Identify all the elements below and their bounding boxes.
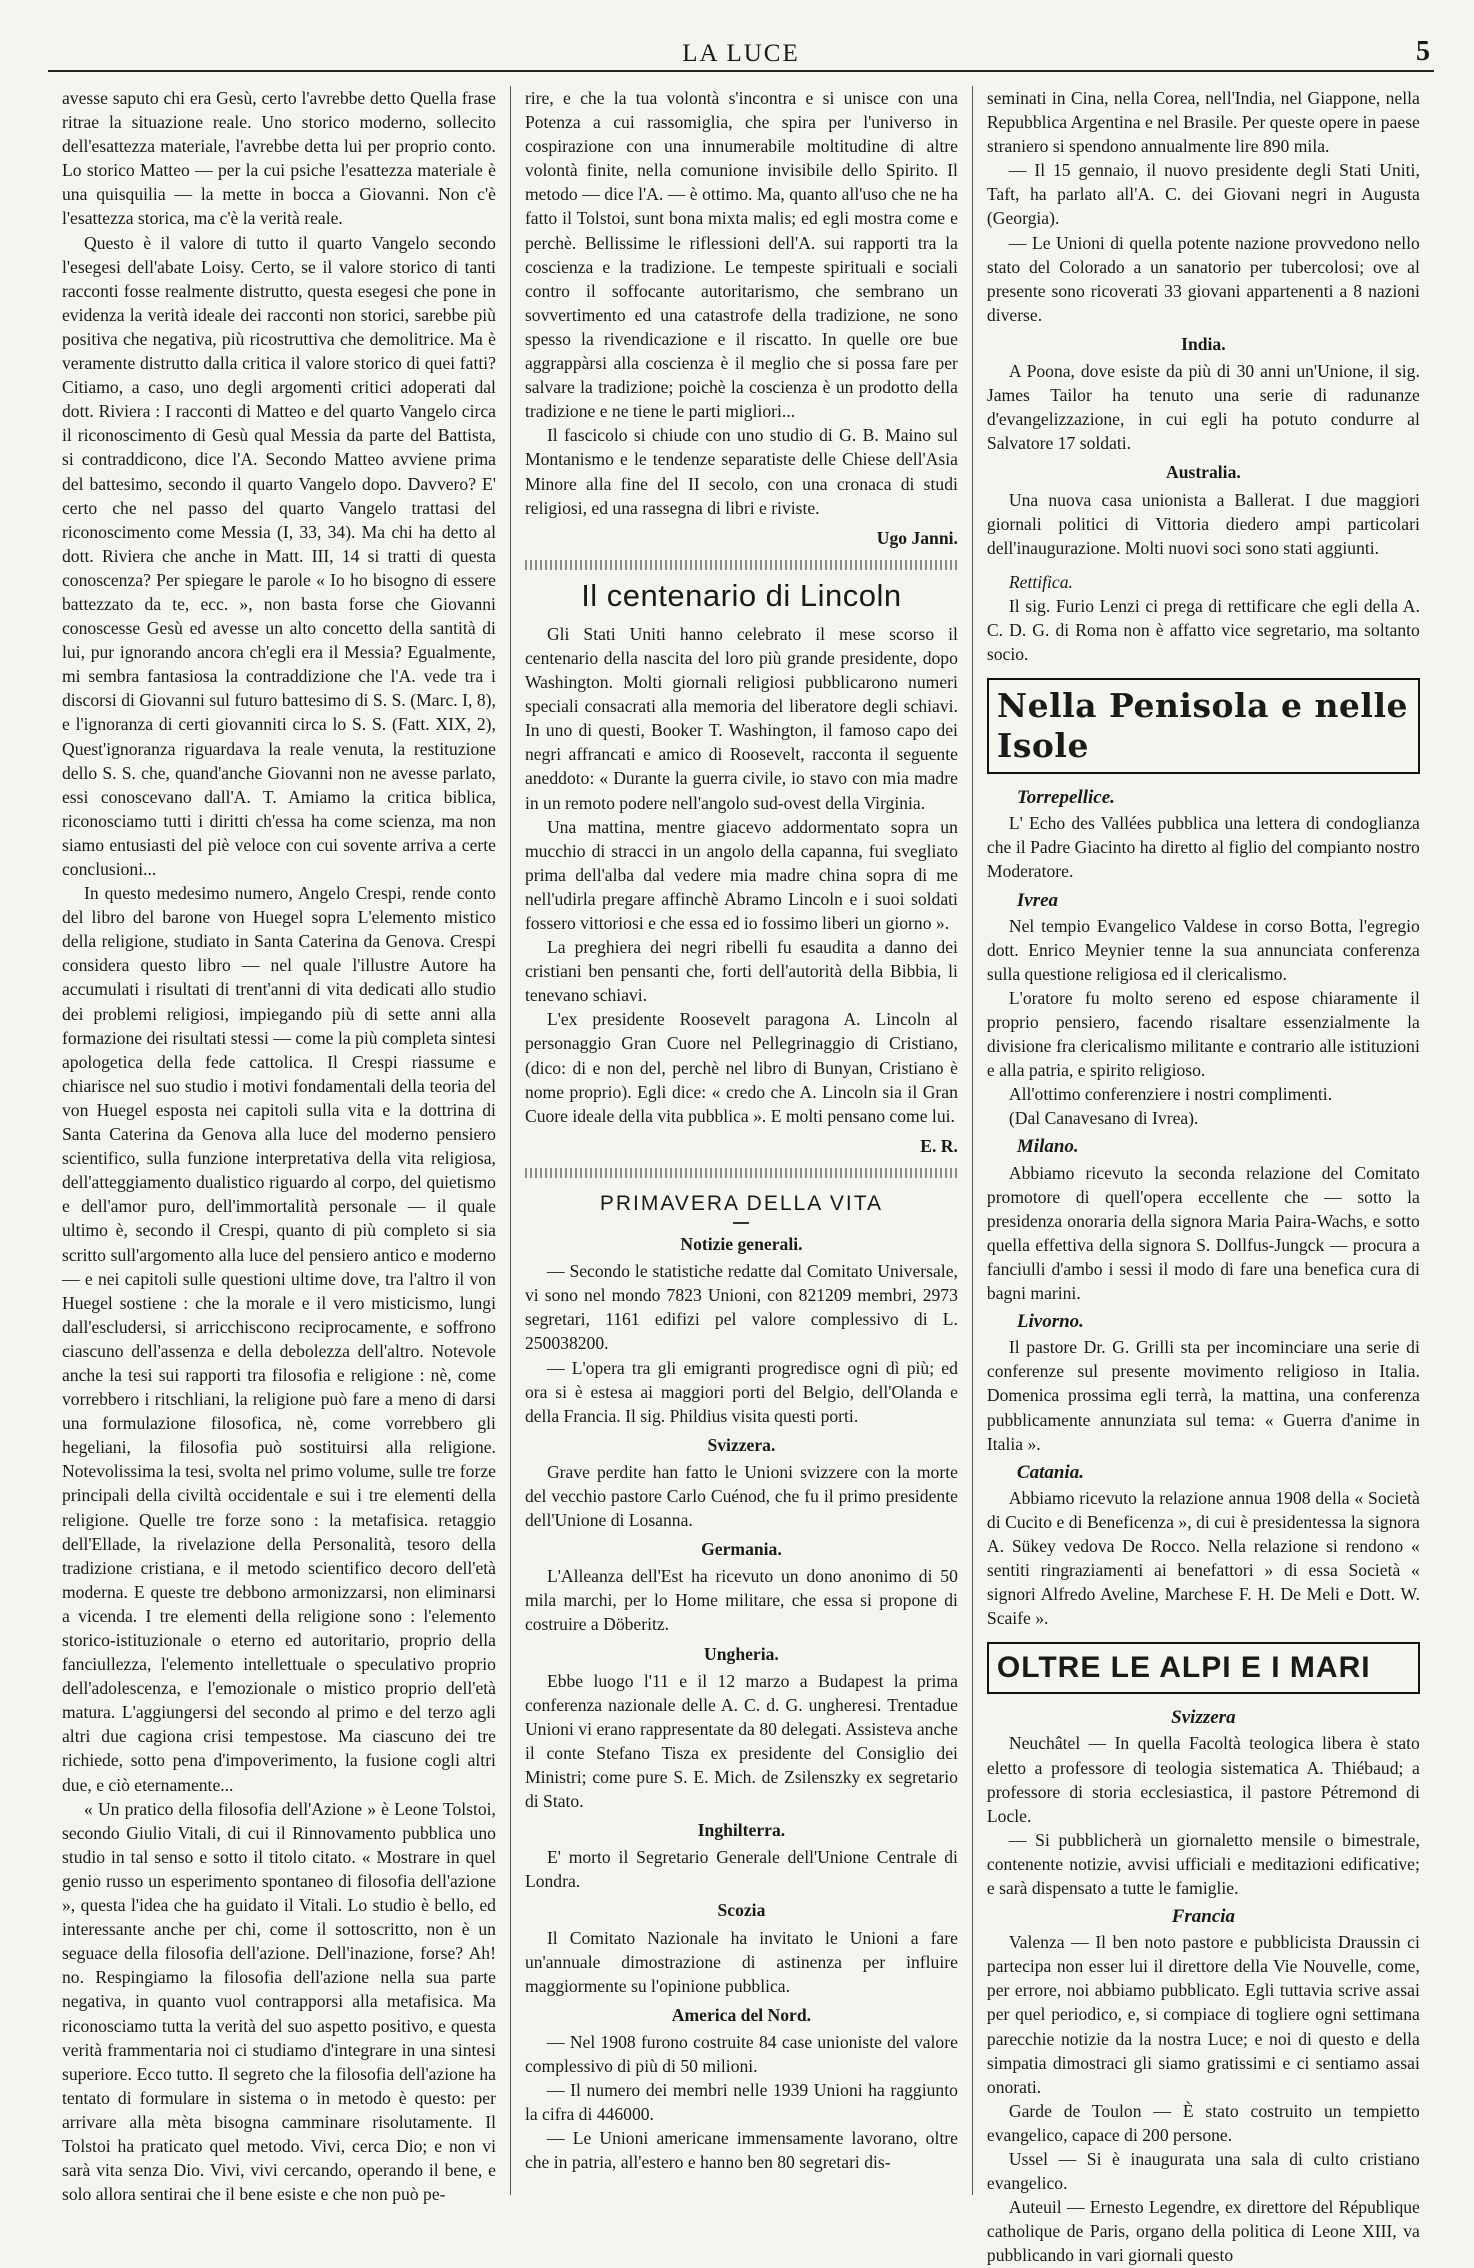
lincoln-section-title: Il centenario di Lincoln (581, 577, 902, 613)
paragraph: A Poona, dove esiste da più di 30 anni un'Unione, il sig. James Tailor ha tenuto una serie di radunanze d'evangelizzazione, in cui egli ha potuto condurre al Salvatore 17 soldati. (986, 361, 1420, 454)
paragraph: Garde de Toulon — È stato costruito un tempietto evangelico, capace di 200 persone. (986, 2100, 1420, 2145)
page-header (48, 36, 1434, 72)
paragraph: Il fascicolo si chiude con uno studio di G. B. Maino sul Montanismo e le tendenze separatiste delle Chiese dell'Asia Minore alla fine del II secolo, con una cronaca di studi religiosi, ed una rassegna di libri e riviste. (524, 425, 958, 518)
paragraph: Abbiamo ricevuto la relazione annua 1908 della « Società di Cucito e di Beneficenza », di cui è presidentessa la signora A. Sükey vedova De Rocco. Nella relazione si rendono « sentiti ringraziamenti ai benefattori » di essa Società « signori Alfredo Aveline, Marchese F. H. De Meli e Dott. W. Scaife ». (986, 1487, 1420, 1629)
paragraph: — Il numero dei membri nelle 1939 Unioni ha raggiunto la cifra di 446000. (524, 2080, 958, 2125)
paragraph: — Nel 1908 furono costruite 84 case unioniste del valore complessivo di più di 50 milioni. (524, 2031, 958, 2077)
paragraph: Ebbe luogo l'11 e il 12 marzo a Budapest la prima conferenza nazionale delle A. C. d. G. ungheresi. Trentadue Unioni vi erano rappresentate da 80 delegati. Assisteva anche il conte Stefano Tisza ex presidente del Consiglio dei Ministri; come pure S. E. Mich. de Zsilenszky ex segretario di Stato. (524, 1670, 958, 1812)
paragraph: Ussel — Si è inaugurata una sala di culto cristiano evangelico. (986, 2149, 1420, 2194)
country-heading: Svizzera (1171, 1707, 1236, 1729)
paragraph: avesse saputo chi era Gesù, certo l'avrebbe detto Quella frase ritrae la situazione reale. Uno storico moderno, sollecito dell'esattezza materiale, l'avrebbe detta lui per proprio conto. Lo storico Matteo — per la cui psiche l'esattezza materiale è una quisquilia — la mette in bocca a Giovanni. Non c'è l'esattezza storica, ma c'è la verità reale. (62, 88, 496, 229)
paragraph: — L'opera tra gli emigranti progredisce ogni dì più; ed ora si è estesa ai maggiori porti del Belgio, dell'Olanda e della Francia. Il sig. Phildius visita questi porti. (524, 1357, 958, 1426)
rettifica-heading: Rettifica. (1008, 571, 1073, 592)
paragraph: seminati in Cina, nella Corea, nell'India, nel Giappone, nella Repubblica Argentina e nel Brasile. Per queste opere in paese straniero si spendono annualmente lire 890 mila. (986, 88, 1420, 157)
paragraph: Il pastore Dr. G. Grilli sta per incominciare una serie di conferenze sul presente movimento religioso in Italia. Domenica prossima egli terrà, la mattina, una conferenza pubblicamente annunziata sul tema: « Guerra d'anime in Italia ». (986, 1337, 1420, 1454)
subheading: Ungheria. (704, 1643, 779, 1664)
paragraph: Il Comitato Nazionale ha invitato le Unioni a fare un'annuale dimostrazione di astinenza per influire maggiormente su l'opinione pubblica. (524, 1927, 958, 1996)
paragraph: L'oratore fu molto sereno ed espose chiaramente il proprio pensiero, facendo risaltare essenzialmente la divisione fra clericalismo militante e contrario alle istituzioni e alla patria, e spirito religioso. (986, 987, 1420, 1081)
paragraph: Abbiamo ricevuto la seconda relazione del Comitato promotore di quell'opera eccellente che — sotto la presidenza onoraria della signora Maria Paira-Wachs, e sotto quella effettiva della signora S. Dollfus-Jungck — procura a fanciulli d'ambo i sessi il modo di fare una benefica cura di bagni marini. (986, 1162, 1420, 1304)
paragraph: — Le Unioni americane immensamente lavorano, oltre che in patria, all'estero e hanno ben 80 segretari dis- (524, 2128, 958, 2173)
short-rule (733, 1222, 749, 1224)
paragraph: — Il 15 gennaio, il nuovo presidente degli Stati Uniti, Taft, ha parlato all'A. C. dei Giovani negri in Augusta (Georgia). (986, 160, 1420, 229)
subheading: Scozia (717, 1900, 766, 1921)
penisola-section-title: Nella Penisola e nelle Isole (987, 678, 1420, 774)
oltre-section-title: OLTRE LE ALPI E I MARI (987, 1642, 1420, 1694)
signature: Ugo Janni. (876, 527, 958, 548)
primavera-section-title: PRIMAVERA DELLA VITA (599, 1191, 883, 1215)
paragraph: Gli Stati Uniti hanno celebrato il mese scorso il centenario della nascita del loro più grande presidente, dopo Washington. Molti giornali religiosi pubblicarono numeri speciali consacrati alla memoria del liberatore degli schiavi. In uno di questi, Booker T. Washington, il famoso capo dei negri affrancati e amico di Roosevelt, racconta il seguente aneddoto: « Durante la guerra civile, io stavo con mia madre in un remoto podere nell'angolo sud-ovest della Virginia. (524, 623, 958, 813)
column-1 (48, 86, 510, 2205)
subheading: Notizie generali. (680, 1234, 803, 1255)
paragraph: All'ottimo conferenziere i nostri complimenti. (1008, 1084, 1333, 1105)
paragraph: Grave perdite han fatto le Unioni svizzere con la morte del vecchio pastore Carlo Cuénod, che fu il primo presidente dell'Unione di Losanna. (524, 1461, 958, 1531)
column-2 (510, 86, 972, 2195)
subheading: America del Nord. (671, 2004, 812, 2025)
place-heading: Catania. (1016, 1461, 1084, 1483)
place-heading: Torrepellice. (1016, 787, 1115, 809)
columns (48, 86, 1434, 2266)
separator (525, 560, 958, 570)
paragraph: L' Echo des Vallées pubblica una lettera di condoglianza che il Padre Giacinto ha diretto al figlio del compianto nostro Moderatore. (986, 813, 1420, 882)
paragraph: E' morto il Segretario Generale dell'Unione Centrale di Londra. (524, 1847, 958, 1892)
paragraph: L'Alleanza dell'Est ha ricevuto un dono anonimo di 50 mila marchi, per lo Home militare, che essa si propone di costruire a Döberitz. (524, 1566, 958, 1635)
masthead-title: LA LUCE (682, 40, 800, 67)
paragraph: — Le Unioni di quella potente nazione provvedono nello stato del Colorado a un sanatorio per tubercolosi; ove al presente sono ricoverati 33 giovani appartenenti a 8 nazioni diverse. (986, 232, 1420, 325)
paragraph: — Secondo le statistiche redatte dal Comitato Universale, vi sono nel mondo 7823 Unioni, con 821209 membri, 2973 segretari, 1161 edifizi pel valore complessivo di L. 250038200. (524, 1261, 958, 1354)
paragraph: « Un pratico della filosofia dell'Azione » è Leone Tolstoi, secondo Giulio Vitali, di cui il Rinnovamento pubblica uno studio in tal senso e sotto il titolo citato. « Mostrare in quel genio russo un esperimento spontaneo di filosofia dell'azione », questa l'idea che ha guidato il Vitali. Lo studio è bello, ed interessante anche per chi, come il sottoscritto, non è un seguace della filosofia dell'azione. Dell'inazione, forse? Ah! no. Respingiamo la filosofia dell'azione nella sua parte negativa, in quanto vuol contrapporsi alla metafisica. Ma riconosciamo tutta la verità del suo aspetto positivo, e questa verità frammentaria noi ci studiamo d'integrare in una sintesi superiore. Ecco tutto. Il segreto che la filosofia dell'azione ha tentato di formulare in sistema o in metodo è questo: per arrivare alla mèta bisogna camminare risolutamente. Il Tolstoi ha praticato quel metodo. Vivi, cerca Dio; e non vi sarà vita senza Dio. Vivi, vivi cercando, operando il bene, e solo allora sentirai che il bene esiste e che non può pe- (62, 1798, 496, 2205)
place-heading: Milano. (1016, 1136, 1079, 1158)
place-heading: Ivrea (1016, 889, 1059, 911)
paragraph: — Si pubblicherà un giornaletto mensile o bimestrale, contenente notizie, avvisi ufficiali e meditazioni edificative; e sarà dispensato a tutte le famiglie. (986, 1829, 1420, 1898)
paragraph: La preghiera dei negri ribelli fu esaudita a danno dei cristiani ben pensanti che, forti dell'autorità della Bibbia, li tenevano schiavi. (524, 937, 958, 1006)
paragraph: Il sig. Furio Lenzi ci prega di rettificare che egli della A. C. D. G. di Roma non è affatto vice segretario, ma soltanto socio. (986, 595, 1420, 665)
paragraph: Una mattina, mentre giacevo addormentato sopra un mucchio di stracci in un angolo della capanna, fui svegliato prima dell'alba dal vedere mia madre china sopra di me nell'udirla pregare affinchè Abramo Lincoln e i suoi soldati fossero vittoriosi e che essa ed io fossimo liberi un giorno ». (524, 816, 958, 933)
place-heading: Livorno. (1016, 1311, 1084, 1333)
paragraph: L'ex presidente Roosevelt paragona A. Lincoln al personaggio Gran Cuore nel Pellegrinaggio di Cristiano, (dico: di e non del, perchè nel libro di Bunyan, Cristiano è nome proprio). Egli dice: « credo che A. Lincoln sia il Gran Cuore ideale della vita pubblica ». E molti pensano come lui. (524, 1009, 958, 1126)
signature: E. R. (920, 1135, 958, 1156)
subheading: Germania. (701, 1539, 782, 1560)
column-3 (972, 86, 1434, 2266)
separator (525, 1168, 958, 1178)
paragraph: Neuchâtel — In quella Facoltà teologica libera è stato eletto a professore di teologia sistematica A. Thiébaud; a professore di storia ecclesiastica, il pastore Pétremond di Locle. (986, 1733, 1420, 1826)
paragraph: rire, e che la tua volontà s'incontra e si unisce con una Potenza a cui rassomiglia, che spira per l'universo in cospirazione con una innumerabile moltitudine di altre volontà finite, nella comunione invisibile dello Spirito. Il metodo — dice l'A. — è ottimo. Ma, quanto all'uso che ne ha fatto il Tolstoi, sunt bona mixta malis; ed egli mostra come e perchè. Bellissime le riflessioni dell'A. sui rapporti tra la coscienza e la tradizione. Le tempeste spirituali e sociali contro il soffocante autoritarismo, che sembrano un sovvertimento ed una catastrofe della tradizione, ne sono spesso la rivendicazione e il riscatto. In quelle ore bue aggrappàrsi alla coscienza è il meglio che si possa fare per salvare la tradizione; poichè la coscienza è un prodotto della tradizione e ne tiene le parti migliori... (524, 88, 958, 422)
country-heading: Francia (1171, 1906, 1236, 1928)
page-number: 5 (1416, 36, 1430, 67)
paragraph: Questo è il valore di tutto il quarto Vangelo secondo l'esegesi dell'abate Loisy. Certo, se il valore storico di tanti racconti fosse realmente distrutto, questa esegesi che pone in evidenza la verità ideale dei racconti non storici, sarebbe più positiva che negativa, più ricostruttiva che demolitrice. Ma è veramente distrutto dalla critica il valore storico di quei fatti? Citiamo, a caso, uno degli argomenti critici adoperati dal dott. Riviera : I racconti di Matteo e del quarto Vangelo circa il riconoscimento di Gesù qual Messia da parte del Battista, si contraddicono, dice l'A. Secondo Matteo avviene prima del battesimo, secondo il quarto Vangelo dopo. Davvero? E' certo che nel passo del quarto Vangelo trattasi del riconoscimento come Messia (I, 33, 34). Ma chi ha detto al dott. Riviera che anche in Matt. III, 14 si tratti di questa conoscenza? Per spiegare le parole « Io ho bisogno di essere battezzato da te, ecc. », non basta forse che Giovanni conoscesse Gesù ed avesse un alto concetto della santità di lui, pur ignorando ancora ch'egli era il Messia? Egualmente, mi sembra fantasiosa la contraddizione che l'A. vede tra i discorsi di Giovanni sul futuro battesimo di S. S. (Marc. I, 8), e l'ignoranza di certi giovanniti circa lo S. S. (Fatt. XIX, 2), Quest'ignoranza riguardava la reale venuta, la restituzione dello S. S. che, quand'anche Giovanni non ne avesse parlato, essi conoscevano dall'A. T. Amiamo la critica biblica, riconosciamo tutti i diritti ch'essa ha come scienza, ma non siamo entusiasti del piè veloce con cui sovente arriva a certe conclusioni... (62, 232, 496, 879)
paragraph: Valenza — Il ben noto pastore e pubblicista Draussin ci partecipa non esser lui il direttore della Vie Nouvelle, come, per errore, noi abbiamo pubblicato. Egli tuttavia scrive assai per quel periodico, e, si compiace di togliere ogni settimana parecchie notizie da la nostra Luce; e noi di questo e della simpatia dimostraci gli siamo gratissimi e ci sentiamo assai onorati. (986, 1932, 1420, 2097)
subheading: Inghilterra. (697, 1820, 786, 1841)
paragraph: (Dal Canavesano di Ivrea). (1008, 1108, 1199, 1129)
subheading: India. (1181, 333, 1226, 354)
subheading: Australia. (1165, 462, 1241, 483)
paragraph: Una nuova casa unionista a Ballerat. I due maggiori giornali politici di Vittoria diedero ampi particolari dell'inaugurazione. Molti nuovi soci sono stati aggiunti. (986, 489, 1420, 558)
paragraph: In questo medesimo numero, Angelo Crespi, rende conto del libro del barone von Huegel sopra L'elemento mistico della religione, studiato in Santa Caterina da Genova. Crespi considera questo libro — nel quale l'illustre Autore ha accumulati i risultati di trent'anni di vita dedicati allo studio dei problemi religiosi, impiegando più di sette anni alla formazione dei risultati stessi — come la più completa sintesi apologetica della fede cattolica. Il Crespi riassume e chiarisce nel suo studio i motivi fondamentali della teoria del von Huegel esposta nei capitoli sulla vita e la dottrina di Santa Caterina da Genova alla luce del moderno pensiero scientifico, sulla funzione interpretativa della vita religiosa, dell'atteggiamento dualistico riguardo al corpo, del quietismo e dell'amor puro, dell'immortalità personale — il quale ultimo è, secondo il Crespi, quanto di più completo si sia scritto sull'argomento alla luce del pensiero antico e moderno — e nei capitoli sulle questioni ultime dove, tra l'altro il von Huegel sostiene : che la morale e il vero misticismo, lungi dall'escludersi, si arricchiscono reciprocamente, e soffrono ciascuno dell'assenza e della debolezza dell'altro. Notevole anche la tesi sui rapporti tra filosofia e religione : nè, come vorrebbero i ritschliani, la religione può fare a meno di darsi una formulazione filosofica, nè, come vorrebbero gli hegeliani, la filosofia può sostituirsi alla religione. Notevolissima la tesi, svolta nel primo volume, sulle tre forze principali della civiltà occidentale e sui i tre elementi della religione. Quelle tre forze sono : la metafisica. retaggio dell'Ellade, la rivelazione della Personalità, tesoro della tradizione cristiana, e il metodo scientifico decoro dell'età moderna. E queste tre debbono armonizzarsi, non eliminarsi a vicenda. I tre elementi della religione sono : l'elemento storico-istituzionale o eterno ed autoritario, proprio della fanciullezza, l'elemento intellettuale o speculativo proprio dell'adolescenza, e l'emozionale o mistico proprio dell'età matura. L'aggiungersi del secondo al primo e del terzo agli altri due cagiona crisi tempestose. Ma ciascuno dei tre richiede, sotto pena d'impoverimento, la fusione cogli altri due, e ciò eternamente... (62, 883, 496, 1795)
subheading: Svizzera. (707, 1434, 776, 1455)
paragraph: Auteuil — Ernesto Legendre, ex direttore del République catholique de Paris, organo della politica di Leone XIII, va pubblicando in vari giornali questo (986, 2197, 1420, 2266)
paragraph: Nel tempio Evangelico Valdese in corso Botta, l'egregio dott. Enrico Meynier tenne la sua annunciata conferenza sulla questione religiosa ed il clericalismo. (986, 915, 1420, 984)
